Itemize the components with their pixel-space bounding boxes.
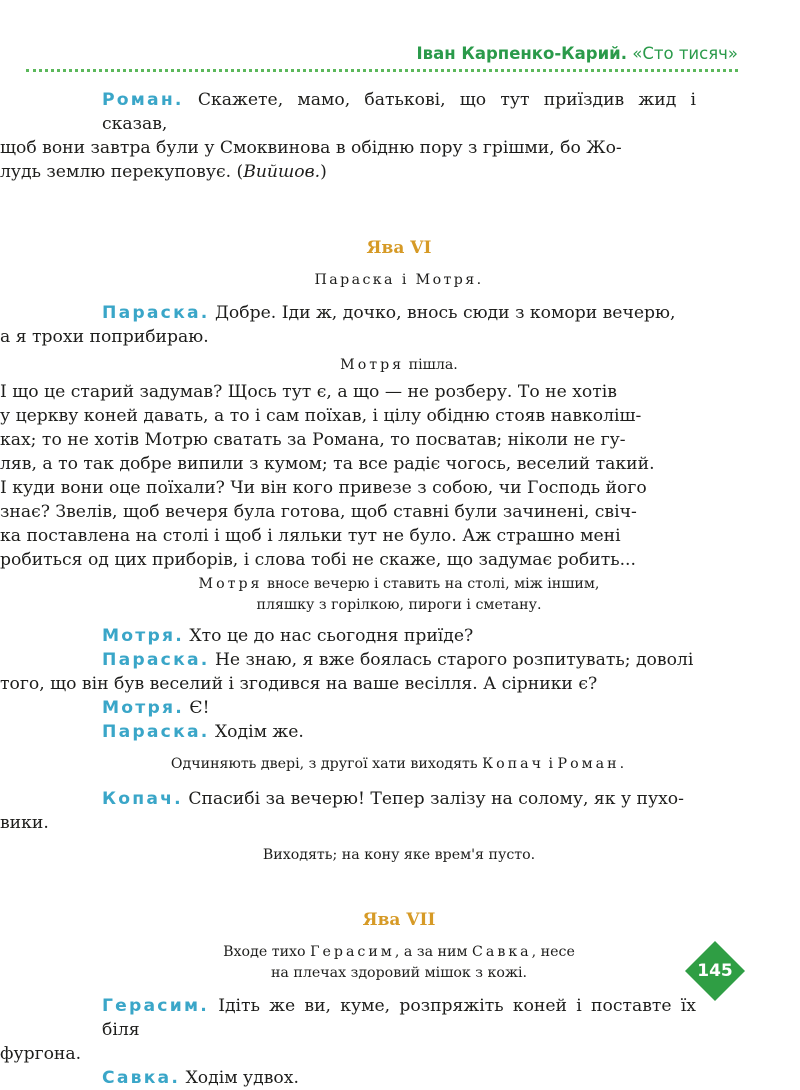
speech-text: Добре. Іди ж, дочко, внось сюди з комори вечерю, [214, 303, 676, 323]
page-number: 145 [697, 961, 733, 981]
speech-motria [102, 696, 696, 720]
monologue [0, 380, 696, 572]
monologue-line: робиться од цих приборів, і слова тобі не скаже, що задумає робить... [0, 550, 636, 570]
running-header [417, 44, 739, 63]
monologue-line: ляв, а то так добре випили з кумом; та все радіє чогось, веселий такий. [0, 454, 655, 474]
header-title: «Сто тисяч» [632, 44, 738, 63]
speaker-name: Роман. [102, 90, 184, 110]
monologue-line: ках; то не хотів Мотрю сватать за Романа, то посватав; ніколи не гу- [0, 430, 626, 450]
speech-continuation [0, 672, 696, 696]
speech-text: Ходім же. [214, 722, 304, 742]
remark-text: вносе вечерю і ставить на столі, між іншим, [262, 576, 600, 592]
speaker-name: Параска. [102, 303, 210, 323]
speech-text: ) [320, 162, 327, 182]
speech-paraska [102, 720, 696, 744]
speech-kopach [102, 787, 696, 811]
speech-savka [102, 1066, 696, 1090]
remark-text: Одчиняють двері, з другої хати виходять [170, 756, 483, 772]
speech-text: Хто це до нас сьогодня приїде? [189, 626, 474, 646]
speech-text: вики. [0, 813, 49, 833]
speech-text: Не знаю, я вже боялась старого розпитувать; доволі [214, 650, 694, 670]
remark-text: Входе тихо [223, 944, 311, 960]
speech-text: Скажете, мамо, батькові, що тут приїздив жид і сказав, [102, 90, 697, 134]
speech-motria [102, 624, 696, 648]
stage-remark [102, 355, 696, 376]
speech-continuation [0, 160, 696, 184]
stage-direction: Вийшов. [243, 162, 321, 182]
scene-cast: Параска і Мотря. [314, 272, 484, 288]
header-dotted-divider [26, 69, 738, 72]
monologue-line: знає? Звелів, щоб вечеря була готова, щоб ставні були зачинені, свіч- [0, 502, 637, 522]
speech-continuation [0, 136, 696, 160]
remark-text: пішла. [404, 357, 458, 373]
speech-text: фургона. [0, 1044, 82, 1064]
monologue-line: у церкву коней давать, а то і сам поїхав, і цілу обідню стояв навколіш- [0, 406, 642, 426]
page-content [0, 88, 697, 1090]
speaker-name: Параска. [102, 650, 210, 670]
remark-text: , несе [531, 944, 575, 960]
character-name: Роман. [557, 756, 628, 772]
speaker-name: Герасим. [102, 996, 209, 1016]
speech-text: лудь землю перекуповує. ( [0, 162, 244, 182]
remark-text: , а за ним [394, 944, 473, 960]
character-name: Мотря [340, 357, 405, 373]
speech-text: Ідіть же ви, куме, розпряжіть коней і поставте їх біля [102, 996, 697, 1040]
speech-paraska [102, 648, 696, 672]
speaker-name: Мотря. [102, 698, 184, 718]
speech-continuation [0, 1042, 696, 1066]
stage-remark: пляшку з горілкою, пироги і сметану. [256, 597, 542, 613]
speech-text: Є! [189, 698, 210, 718]
speaker-name: Савка. [102, 1068, 181, 1088]
speech-gerasym [102, 994, 696, 1042]
speaker-name: Мотря. [102, 626, 184, 646]
stage-remark [102, 942, 696, 963]
stage-remark: на плечах здоровий мішок з кожі. [270, 965, 528, 981]
monologue-line: І що це старий задумав? Щось тут є, а що — не розберу. То не хотів [0, 382, 617, 402]
speech-paraska [102, 301, 696, 325]
stage-remark [102, 754, 696, 775]
monologue-line: І куди вони оце поїхали? Чи він кого привезе з собою, чи Господь його [0, 478, 647, 498]
speech-text: Ходім удвох. [185, 1068, 299, 1088]
remark-text: і [543, 756, 558, 772]
character-name: Савка [472, 944, 532, 960]
scene-title: Ява VII [362, 910, 436, 930]
speech-text: щоб вони завтра були у Смоквинова в обідню пору з грішми, бо Жо- [0, 138, 622, 158]
character-name: Мотря [198, 576, 263, 592]
monologue-line: ка поставлена на столі і щоб і ляльки тут не було. Аж страшно мені [0, 526, 621, 546]
speech-text: а я трохи поприбираю. [0, 327, 209, 347]
speech-text: Спасибі за вечерю! Тепер залізу на солому, як у пухо- [188, 789, 684, 809]
speech-continuation [0, 325, 696, 349]
speech-roman [102, 88, 696, 136]
speech-text: того, що він був веселий і згодився на ваше весілля. А сірники є? [0, 674, 598, 694]
stage-remark [102, 574, 696, 595]
speaker-name: Параска. [102, 722, 210, 742]
stage-remark: Виходять; на кону яке врем'я пусто. [262, 847, 536, 863]
character-name: Копач [482, 756, 544, 772]
header-author: Іван Карпенко-Карий. [416, 44, 627, 63]
scene-title: Ява VI [366, 238, 432, 258]
speech-continuation [0, 811, 696, 835]
character-name: Герасим [310, 944, 395, 960]
speaker-name: Копач. [102, 789, 183, 809]
